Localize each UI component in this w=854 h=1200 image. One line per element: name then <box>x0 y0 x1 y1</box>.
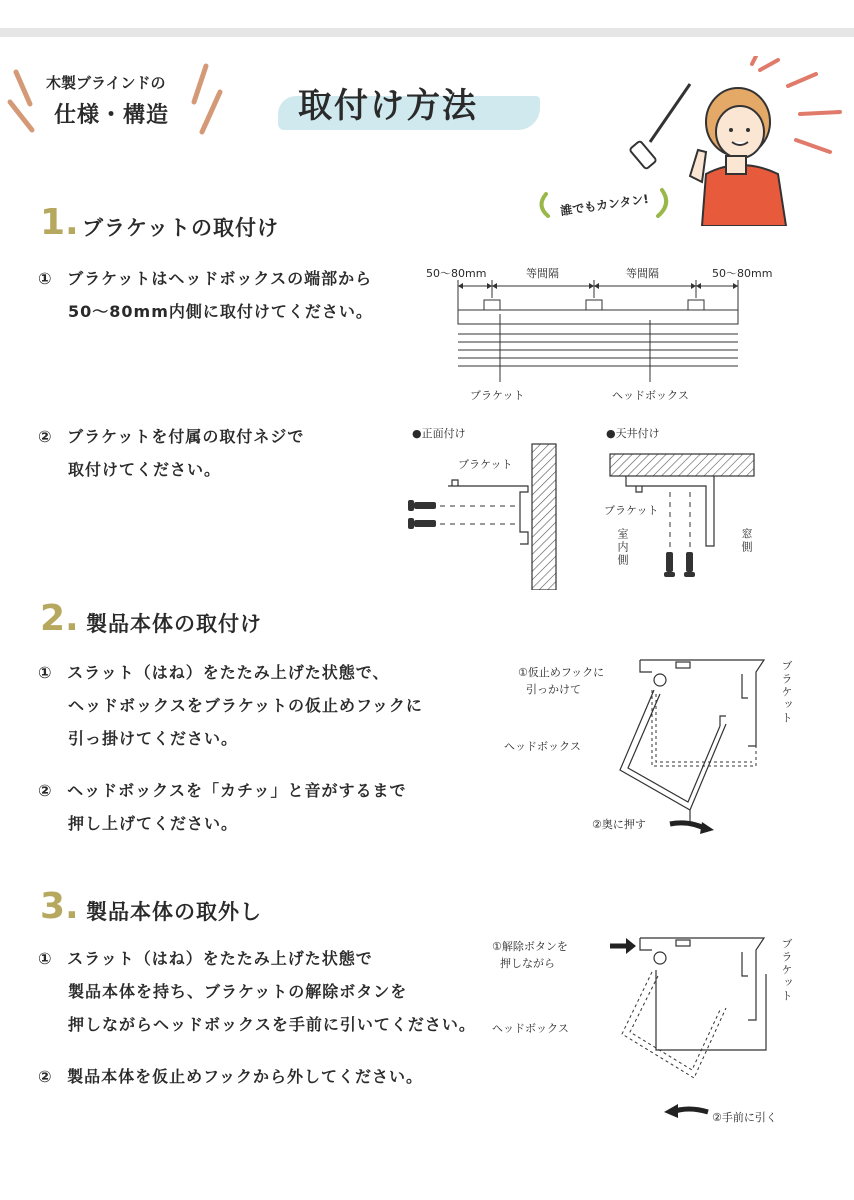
section-1-step-2 <box>38 420 304 486</box>
section-3-step-2 <box>38 1060 423 1093</box>
step-line: ヘッドボックスをブラケットの仮止めフックに <box>68 696 423 715</box>
ceiling-bracket-label: ブラケット <box>604 504 659 517</box>
section-2-step-2 <box>38 774 407 840</box>
step-line: スラット（はね）をたたみ上げた状態で <box>67 949 373 968</box>
bracket-vertical-label-2: ブラケット <box>780 938 793 1003</box>
page-title: 取付け方法 <box>298 86 478 126</box>
removal-diagram <box>596 928 780 1118</box>
dim-right-label: 50〜80mm <box>712 267 773 280</box>
bubble-text: 誰でもカンタン! <box>559 191 650 219</box>
step-marker: ② <box>38 781 53 800</box>
hook-label-2: 引っかけて <box>526 683 581 696</box>
step-marker: ② <box>38 427 53 446</box>
section-2-step-1 <box>38 656 423 755</box>
section-3-step-1 <box>38 942 476 1041</box>
section-1-title: ブラケットの取付け <box>82 216 279 240</box>
section-1-number: 1. <box>40 202 79 243</box>
step-line: 取付けてください。 <box>68 460 222 479</box>
bracket-label: ブラケット <box>470 389 525 402</box>
step-line: 製品本体を仮止めフックから外してください。 <box>67 1067 424 1086</box>
bracket-vertical-label: ブラケット <box>780 660 793 725</box>
step-line: ブラケットを付属の取付ネジで <box>67 427 305 446</box>
pull-label: ②手前に引く <box>712 1111 777 1124</box>
section-3-title: 製品本体の取外し <box>86 900 262 924</box>
front-mount-title: ●正面付け <box>412 427 466 440</box>
step-marker: ① <box>38 949 53 968</box>
ceiling-mount-title: ●天井付け <box>606 427 660 440</box>
step-line: スラット（はね）をたたみ上げた状態で、 <box>67 663 390 682</box>
dim-left-label: 50〜80mm <box>426 267 487 280</box>
push-label: ②奥に押す <box>592 818 646 831</box>
step-marker: ① <box>38 663 53 682</box>
top-divider <box>0 28 854 37</box>
step-marker: ① <box>38 269 53 288</box>
category-line2: 仕様・構造 <box>54 103 170 128</box>
step-line: 50〜80mm内側に取付けてください。 <box>68 302 373 321</box>
section-3-number: 3. <box>40 886 79 927</box>
install-diagram <box>590 650 780 840</box>
dim-mid1-label: 等間隔 <box>526 267 559 280</box>
section-1-step-1 <box>38 262 373 328</box>
front-bracket-label: ブラケット <box>458 458 513 471</box>
step-line: ヘッドボックスを「カチッ」と音がするまで <box>67 781 407 800</box>
hook-label-1: ①仮止めフックに <box>518 666 605 679</box>
headbox-label-3: ヘッドボックス <box>492 1022 569 1035</box>
step-line: 押し上げてください。 <box>68 814 239 833</box>
headbox-label: ヘッドボックス <box>612 389 689 402</box>
headbox-label-2: ヘッドボックス <box>504 740 581 753</box>
release-label-2: 押しながら <box>500 957 555 970</box>
bracket-spacing-diagram <box>420 262 790 402</box>
release-label-1: ①解除ボタンを <box>492 940 568 953</box>
step-marker: ② <box>38 1067 53 1086</box>
step-line: 引っ掛けてください。 <box>68 729 239 748</box>
section-2-number: 2. <box>40 598 79 639</box>
category-line1: 木製ブラインドの <box>46 74 166 92</box>
dim-mid2-label: 等間隔 <box>626 267 659 280</box>
step-line: 押しながらヘッドボックスを手前に引いてください。 <box>68 1015 476 1034</box>
section-2-title: 製品本体の取付け <box>86 612 262 636</box>
window-side-label: 窓側 <box>740 528 753 554</box>
step-line: 製品本体を持ち、ブラケットの解除ボタンを <box>68 982 408 1001</box>
indoor-side-label: 室内側 <box>616 528 629 567</box>
step-line: ブラケットはヘッドボックスの端部から <box>67 269 373 288</box>
